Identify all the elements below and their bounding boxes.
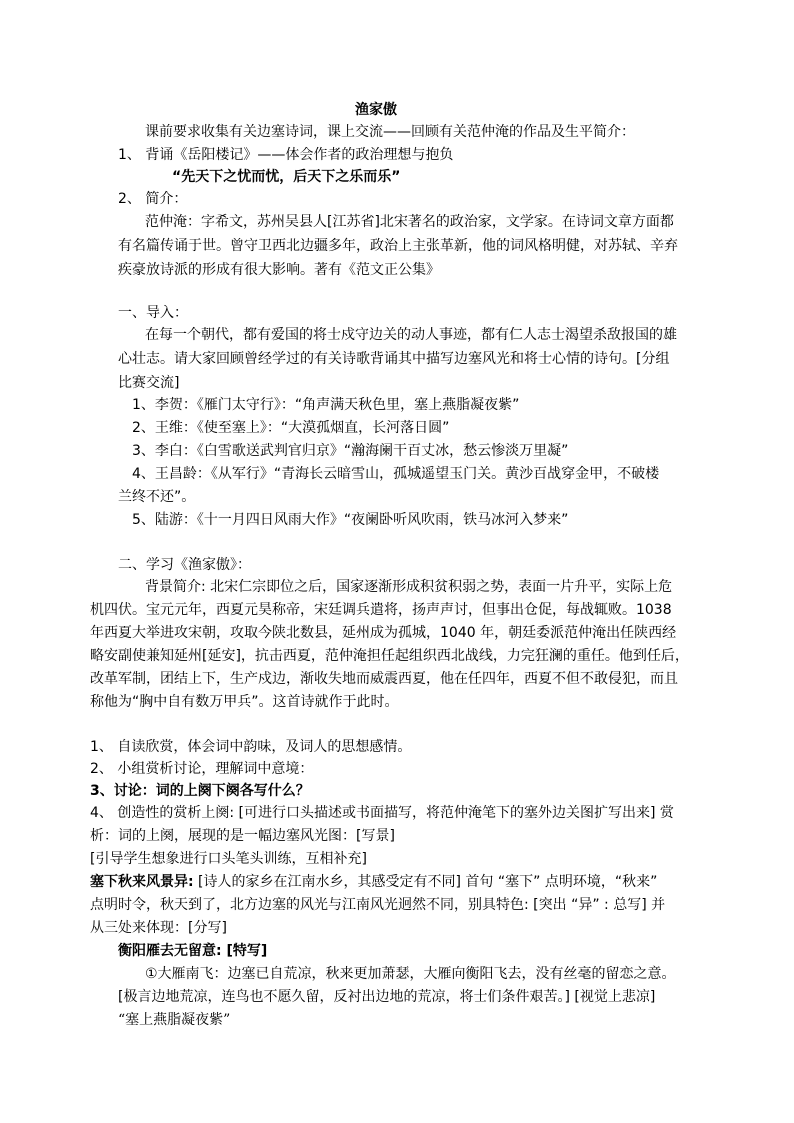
- background-line: 机四伏。宝元元年，西夏元昊称帝，宋廷调兵遣将，扬声声讨，但事出仓促，每战辄败。1038: [90, 602, 672, 618]
- background-line: 改革军制，团结上下，生产戍边，渐收失地而威震西夏，他在任四年，西夏不但不敢侵犯，而且: [90, 671, 678, 687]
- autumn-line: 从三处来体现：[分写]: [90, 920, 227, 936]
- intro-line: 课前要求收集有关边塞诗词，课上交流——回顾有关范仲淹的作品及生平简介：: [145, 124, 635, 140]
- section-2-heading: 二、学习《渔家傲》：: [118, 557, 251, 573]
- closing-quote: “塞上燕脂凝夜紫”: [118, 1012, 231, 1028]
- step-3-heading: 3、讨论：词的上阕下阕各写什么？: [90, 783, 310, 799]
- background-line: 背景简介: 北宋仁宗即位之后，国家逐渐形成积贫积弱之势，表面一片升平，实际上危: [145, 579, 673, 595]
- background-line: 年西夏大举进攻宋朝，攻取今陕北数县，延州成为孤城，1040 年，朝廷委派范仲淹出任陕西经: [90, 625, 677, 641]
- step-4-line: 析：词的上阕，展现的是一幅边塞风光图：[写景]: [90, 828, 395, 844]
- bio-line: 疾豪放诗派的形成有很大影响。著有《范文正公集》: [118, 262, 440, 278]
- background-line: 称他为“胸中自有数万甲兵”。这首诗就作于此时。: [90, 694, 399, 710]
- document-title: 渔家傲: [355, 102, 397, 118]
- section-1-para: 心壮志。请大家回顾曾经学过的有关诗歌背诵其中描写边塞风光和将士心情的诗句。[分组: [118, 351, 670, 367]
- item-1: 1、 背诵《岳阳楼记》——体会作者的政治理想与抱负: [118, 147, 454, 163]
- autumn-line: 点明时令，秋天到了，北方边塞的风光与江南风光迥然不同，别具特色: [突出 “异” : 总写] 并: [90, 897, 666, 913]
- section-1-heading: 一、导入：: [118, 305, 188, 321]
- geese-line: ①大雁南飞：边塞已自荒凉，秋来更加萧瑟，大雁向衡阳飞去，没有丝毫的留恋之意。: [145, 966, 676, 982]
- poem-line: 1、李贺：《雁门太守行》：“角声满天秋色里，塞上燕脂凝夜紫”: [132, 397, 520, 413]
- bio-line: 范仲淹：字希文，苏州吴县人[江苏省]北宋著名的政治家，文学家。在诗词文章方面都: [145, 214, 674, 230]
- poem-line: 兰终不还”。: [118, 489, 196, 505]
- poem-line: 5、陆游：《十一月四日风雨大作》“夜阑卧听风吹雨，铁马冰河入梦来”: [132, 512, 569, 528]
- poem-line: 2、王维：《使至塞上》：“大漠孤烟直，长河落日圆”: [132, 420, 450, 436]
- step-4-line: [引导学生想象进行口头笔头训练，互相补充]: [90, 851, 367, 867]
- autumn-text: [诗人的家乡在江南水乡，其感受定有不同] 首句 “塞下” 点明环境，“秋来”: [193, 874, 658, 890]
- geese-line: [极言边地荒凉，连鸟也不愿久留，反衬出边地的荒凉，将士们条件艰苦。] [视觉上悲凉]: [118, 989, 656, 1005]
- background-line: 略安副使兼知延州[延安]，抗击西夏，范仲淹担任起组织西北战线，力完狂澜的重任。他到任后，: [90, 648, 689, 664]
- step-line: 1、 自读欣赏，体会词中韵味，及词人的思想感情。: [90, 739, 412, 755]
- geese-label: 衡阳雁去无留意: [特写]: [118, 943, 268, 959]
- famous-quote: “先天下之忧而忧，后天下之乐而乐”: [172, 169, 401, 185]
- step-line: 2、 小组赏析讨论，理解词中意境：: [90, 761, 314, 777]
- poem-line: 4、王昌龄：《从军行》“青海长云暗雪山，孤城遥望玉门关。黄沙百战穿金甲，不破楼: [132, 466, 660, 482]
- section-1-para: 在每一个朝代，都有爱国的将士戍守边关的动人事迹，都有仁人志士渴望杀敌报国的雄: [145, 327, 677, 343]
- autumn-line: [90, 872, 657, 892]
- step-4-line: 4、 创造性的赏析上阕: [可进行口头描述或书面描写，将范仲淹笔下的塞外边关图扩写出来] 赏: [90, 805, 674, 821]
- poem-line: 3、李白：《白雪歌送武判官归京》“瀚海阑干百丈冰，愁云惨淡万里凝”: [132, 443, 569, 459]
- bio-line: 有名篇传诵于世。曾守卫西北边疆多年，政治上主张革新，他的词风格明健，对苏轼、辛弃: [118, 238, 678, 254]
- autumn-label: 塞下秋来风景异:: [90, 874, 194, 890]
- section-1-para: 比赛交流]: [118, 375, 180, 391]
- item-2: 2、 简介：: [118, 191, 188, 207]
